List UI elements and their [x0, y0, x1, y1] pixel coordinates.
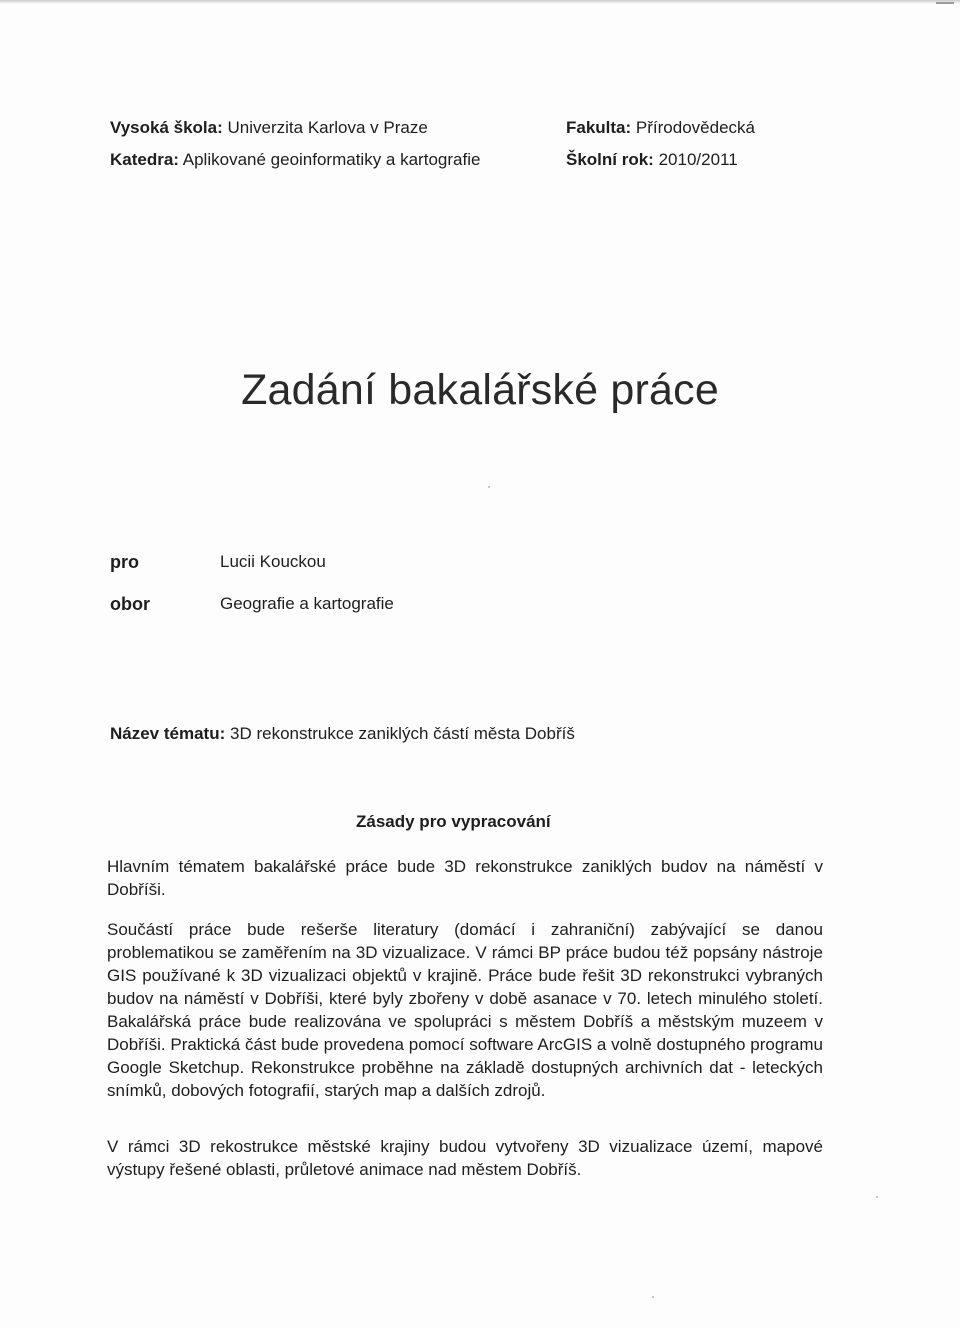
year-line [566, 150, 738, 170]
student-name: Lucii Kouckou [220, 552, 326, 571]
department-value: Aplikované geoinformatiky a kartografie [182, 150, 481, 169]
obor-label: obor [110, 594, 150, 614]
topic-label: Název tématu: [110, 724, 226, 743]
faculty-label: Fakulta: [566, 118, 632, 137]
faculty-value: Přírodovědecká [635, 118, 755, 137]
department-label: Katedra: [110, 150, 179, 169]
year-value: 2010/2011 [658, 150, 738, 169]
scan-speck [652, 1296, 654, 1298]
principles-paragraph-3: V rámci 3D rekostrukce městské krajiny budou vytvořeny 3D vizualizace území, mapové výstupy řešené oblasti, průletové animace nad městem Dobříš. [107, 1137, 823, 1179]
department-line [110, 150, 480, 170]
pro-label: pro [110, 552, 139, 572]
principles-paragraph-1: Hlavním tématem bakalářské práce bude 3D rekonstrukce zaniklých budov na náměstí v Dobříši. [107, 857, 823, 899]
scan-edge [0, 0, 960, 4]
study-field: Geografie a kartografie [220, 594, 394, 613]
scan-corner-mark [936, 2, 954, 4]
topic-value: 3D rekonstrukce zaniklých částí města Dobříš [230, 724, 575, 743]
principles-paragraph-2: Součástí práce bude rešerše literatury (domácí i zahraniční) zabývající se danou problematikou se zaměřením na 3D vizualizace. V rámci BP práce budou též popsány nástroje GIS používané k 3D vizualizaci objektů v krajině. Práce bude řešit 3D rekonstrukci vybraných budov na náměstí v Dobříši, které byly zbořeny v době asanace v 70. letech minulého století. Bakalářská práce bude realizována ve spolupráci s městem Dobříš a městským muzeem v Dobříši. Praktická část bude provedena pomocí software ArcGIS a volně dostupného programu Google Sketchup. Rekonstrukce proběhne na základě dostupných archivních dat - leteckých snímků, dobových fotografií, starých map a dalších zdrojů. [107, 920, 823, 1100]
school-line [110, 118, 428, 138]
scan-speck [876, 1196, 878, 1198]
year-label: Školní rok: [566, 150, 654, 169]
document-title: Zadání bakalářské práce [241, 366, 719, 414]
school-value: Univerzita Karlova v Praze [227, 118, 428, 137]
school-label: Vysoká škola: [110, 118, 223, 137]
principles-heading: Zásady pro vypracování [356, 812, 551, 831]
topic-line [110, 724, 575, 744]
scan-speck [488, 486, 490, 488]
faculty-line [566, 118, 755, 138]
